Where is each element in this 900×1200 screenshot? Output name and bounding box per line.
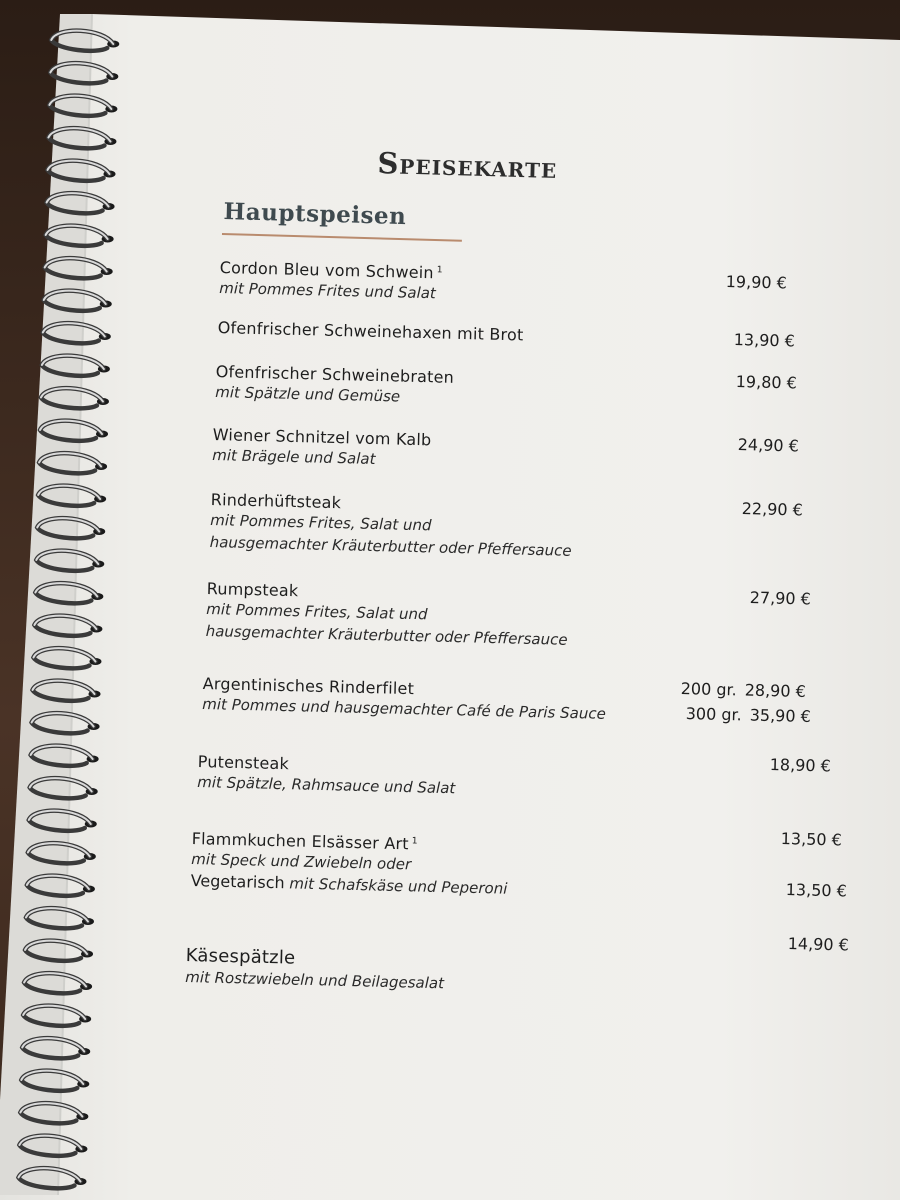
portion-price: 28,90 € bbox=[744, 680, 807, 702]
item-price: 13,50 € bbox=[780, 829, 843, 850]
item-price: 18,90 € bbox=[769, 755, 832, 776]
menu-title: Speisekarte bbox=[377, 146, 558, 186]
item-price: 22,90 € bbox=[741, 499, 804, 520]
item-price: 14,90 € bbox=[787, 934, 850, 955]
menu-item-schweinebraten bbox=[215, 362, 454, 409]
item-price: 27,90 € bbox=[749, 588, 812, 609]
item-price-300g bbox=[686, 704, 811, 726]
item-price: 19,80 € bbox=[735, 372, 798, 393]
item-description: mit Spätzle, Rahmsauce und Salat bbox=[197, 772, 456, 798]
item-name: Wiener Schnitzel vom Kalb bbox=[212, 425, 432, 450]
footnote-marker: 1 bbox=[436, 264, 443, 276]
item-description: mit Rostzwiebeln und Beilagesalat bbox=[184, 967, 445, 993]
item-description: mit Pommes Frites und Salat bbox=[219, 278, 437, 303]
item-name: Käsespätzle bbox=[185, 945, 296, 969]
portion-weight: 300 gr. bbox=[685, 704, 742, 725]
item-description: mit Pommes Frites, Salat und bbox=[206, 599, 428, 624]
item-name: Ofenfrischer Schweinebraten bbox=[215, 362, 455, 387]
item-name: Flammkuchen Elsässer Art bbox=[191, 829, 409, 854]
item-name: Ofenfrischer Schweinehaxen mit Brot bbox=[217, 318, 524, 345]
item-price: 13,90 € bbox=[733, 330, 796, 351]
item-name: Cordon Bleu vom Schwein bbox=[219, 258, 434, 283]
menu-item-kaesespaetzle bbox=[185, 945, 445, 994]
section-underline bbox=[222, 233, 462, 242]
portion-price: 35,90 € bbox=[749, 705, 812, 727]
portion-weight: 200 gr. bbox=[680, 679, 737, 700]
item-name: Rinderhüftsteak bbox=[210, 490, 342, 513]
variant-price: 13,50 € bbox=[785, 880, 848, 901]
menu-item-rinderhueftsteak bbox=[209, 490, 572, 562]
menu-item-rumpsteak bbox=[205, 579, 568, 651]
menu-item-rinderfilet bbox=[202, 674, 607, 725]
item-description-line2: hausgemachter Kräuterbutter oder Pfeffersauce bbox=[209, 532, 572, 560]
menu-item-cordon-bleu bbox=[219, 258, 443, 304]
menu-item-putensteak bbox=[197, 752, 456, 799]
menu-item-schweinehaxen bbox=[218, 318, 524, 344]
menu-item-flammkuchen bbox=[190, 829, 508, 900]
footnote-marker: 1 bbox=[411, 836, 418, 847]
variant-description: mit Schafskäse und Peperoni bbox=[289, 874, 508, 898]
item-name: Rumpsteak bbox=[206, 579, 299, 601]
menu-item-wiener-schnitzel bbox=[212, 425, 432, 471]
item-name: Argentinisches Rinderfilet bbox=[202, 674, 415, 699]
item-price: 19,90 € bbox=[725, 272, 788, 293]
item-description: mit Pommes Frites, Salat und bbox=[210, 510, 432, 535]
item-name: Putensteak bbox=[197, 752, 290, 774]
item-description: mit Pommes und hausgemachter Café de Paris Sauce bbox=[202, 694, 607, 723]
variant-name: Vegetarisch bbox=[190, 870, 285, 893]
item-price: 24,90 € bbox=[737, 435, 800, 456]
item-description: mit Spätzle und Gemüse bbox=[215, 382, 401, 406]
item-price-200g bbox=[681, 679, 806, 701]
item-description: mit Brägele und Salat bbox=[212, 445, 376, 468]
section-heading: Hauptspeisen bbox=[223, 198, 407, 231]
item-description-line2: hausgemachter Kräuterbutter oder Pfeffersauce bbox=[205, 621, 568, 649]
item-description: mit Speck und Zwiebeln oder bbox=[191, 849, 412, 874]
